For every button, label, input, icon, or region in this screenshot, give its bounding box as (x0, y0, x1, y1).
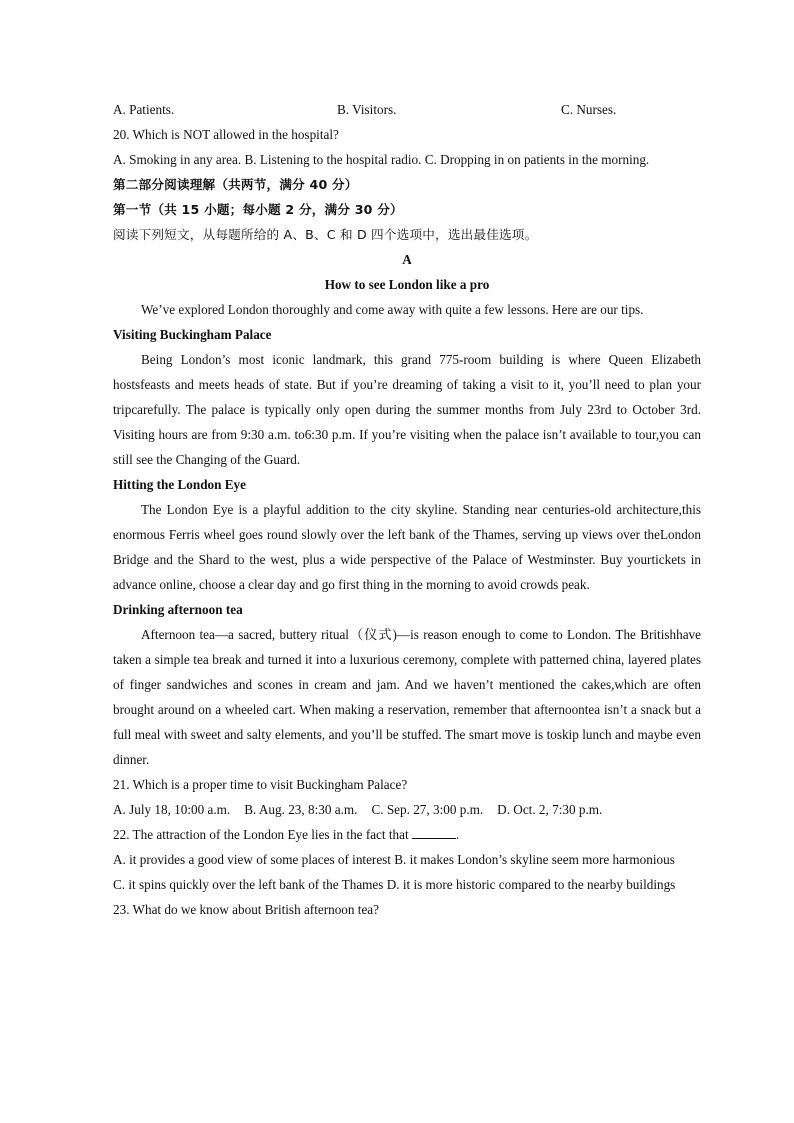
q21-option-d: D. Oct. 2, 7:30 p.m. (497, 802, 603, 817)
q20-stem: 20. Which is NOT allowed in the hospital? (113, 127, 339, 142)
q19-option-b: B. Visitors. (337, 102, 397, 117)
answer-blank (412, 824, 456, 839)
part2-heading: 第二部分阅读理解（共两节，满分 40 分） (113, 177, 358, 192)
q22-stem-line (113, 822, 701, 847)
exam-page (113, 97, 701, 922)
q19-options (113, 97, 701, 122)
q19-option-c: C. Nurses. (561, 102, 617, 117)
q21-stem: 21. Which is a proper time to visit Buckingham Palace? (113, 777, 408, 792)
passage-intro: We’ve explored London thoroughly and come away with quite a few lessons. Here are our tips. (141, 302, 644, 317)
q20-options: A. Smoking in any area. B. Listening to the hospital radio. C. Dropping in on patients in the morning. (113, 152, 650, 167)
q21-option-c: C. Sep. 27, 3:00 p.m. (371, 802, 484, 817)
q22-options-ab: A. it provides a good view of some places of interest B. it makes London’s skyline seem more harmonious (113, 852, 675, 867)
q21-option-a: A. July 18, 10:00 a.m. (113, 802, 231, 817)
section-text-palace: Being London’s most iconic landmark, this grand 775-room building is where Queen Elizabeth hostsfeasts and meets heads of state. But if you’re dreaming of taking a visit to it, you’ll need to plan your tripcarefully. The palace is typically only open during the summer months from July 23rd to October 3rd. Visiting hours are from 9:30 a.m. to6:30 p.m. If you’re visiting when the palace isn’t available to tour,you can still see the Changing of the Guard. (113, 352, 701, 467)
instructions: 阅读下列短文，从每题所给的 A、B、C 和 D 四个选项中，选出最佳选项。 (113, 227, 538, 242)
q22-stem: 22. The attraction of the London Eye lies in the fact that (113, 827, 409, 842)
q19-option-a: A. Patients. (113, 102, 175, 117)
q21-option-b: B. Aug. 23, 8:30 a.m. (244, 802, 358, 817)
section-heading-tea: Drinking afternoon tea (113, 602, 243, 617)
q21-options (113, 797, 701, 822)
q22-options-cd: C. it spins quickly over the left bank of the Thames D. it is more historic compared to the nearby buildings (113, 877, 676, 892)
passage-label: A (402, 252, 412, 267)
section-heading-palace: Visiting Buckingham Palace (113, 327, 272, 342)
section-text-eye: The London Eye is a playful addition to the city skyline. Standing near centuries-old architecture,this enormous Ferris wheel goes round slowly over the left bank of the Thames, serving up views over theLondon Bridge and the Shard to the west, plus a wide perspective of the Palace of Westminster. Buy yourtickets in advance online, choose a clear day and go first thing in the morning to avoid crowds peak. (113, 502, 701, 592)
q23-stem: 23. What do we know about British afternoon tea? (113, 902, 380, 917)
section1-heading: 第一节（共 15 小题；每小题 2 分，满分 30 分） (113, 202, 403, 217)
section-text-tea: Afternoon tea—a sacred, buttery ritual（仪式)—is reason enough to come to London. The Britishhave taken a simple tea break and turned it into a luxurious ceremony, complete with patterned china, layered plates of finger sandwiches and scones in cream and jam. And we haven’t mentioned the cakes,which are often brought around on a wheeled cart. When making a reservation, remember that afternoontea isn’t a snack but a full meal with sweet and salty elements, and you’ll be stuffed. The smart move is toskip lunch and maybe even dinner. (113, 627, 701, 767)
section-heading-eye: Hitting the London Eye (113, 477, 246, 492)
q22-stem-end: . (455, 827, 460, 842)
passage-title: How to see London like a pro (324, 277, 490, 292)
